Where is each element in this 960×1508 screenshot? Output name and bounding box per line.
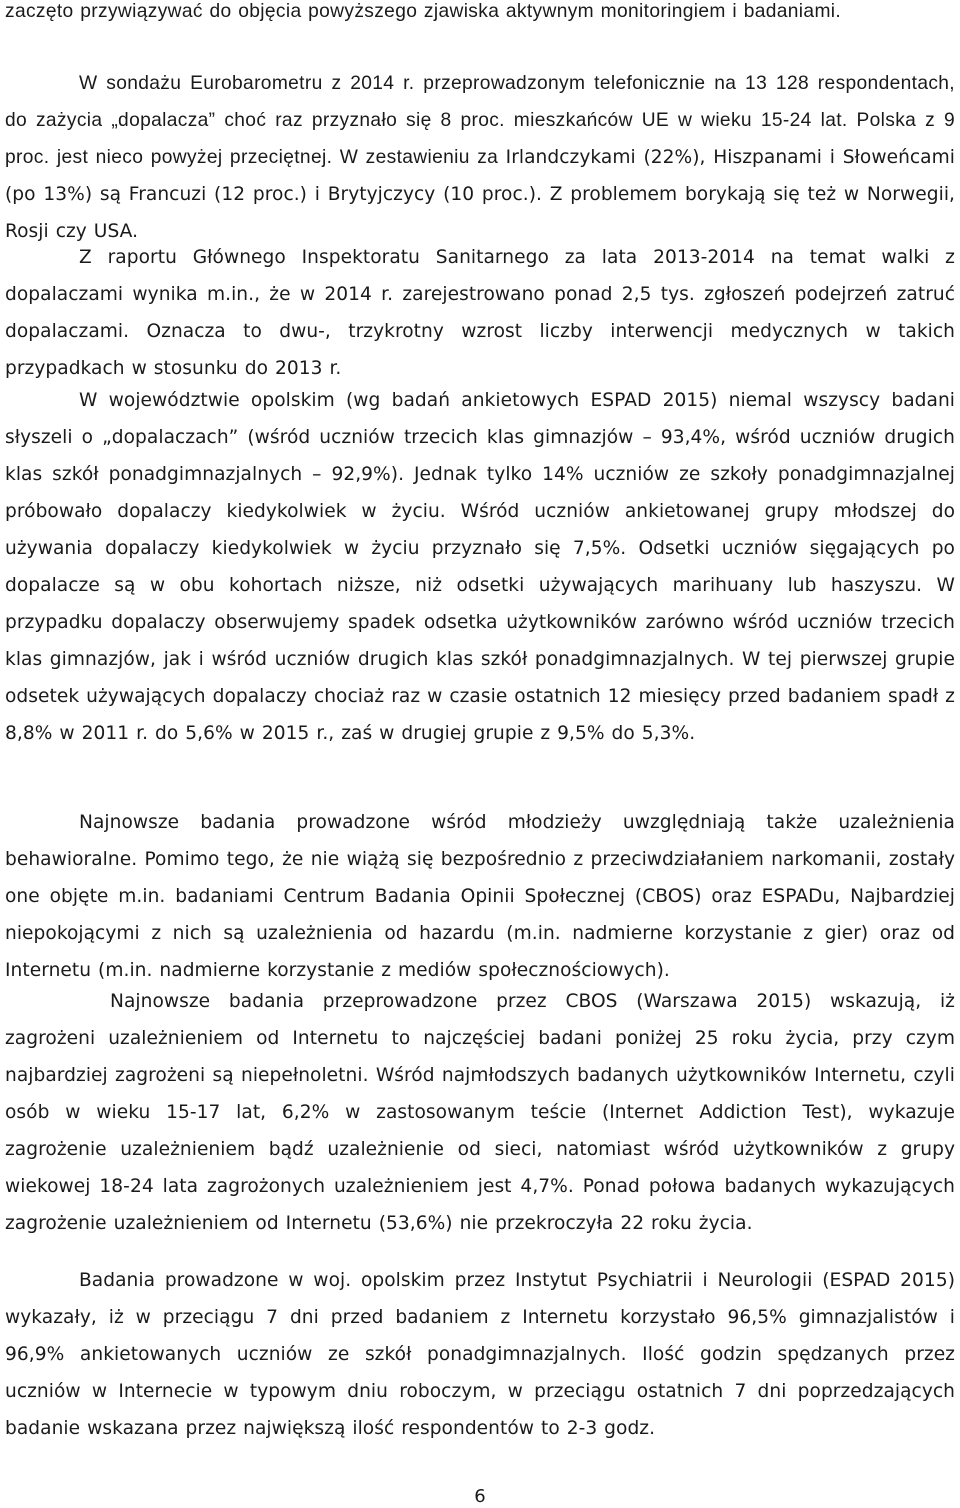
page-number: 6	[474, 1486, 486, 1507]
paragraph-text: Najnowsze badania przeprowadzone przez CBOS (Warszawa 2015) wskazują, iż zagrożeni uzależnieniem od Internetu to najczęściej badani poniżej 25 roku życia, przy czym najbardziej zagrożeni są niepełnoletni. Wśród najmłodszych badanych użytkowników Internetu, czyli osób w wieku 15-17 lat, 6,2% w zastosowanym teście (Internet Addiction Test), wykazuje zagrożenie uzależnieniem bądź uzależnienie od sieci, natomiast wśród użytkowników z grupy wiekowej 18-24 lata zagrożonych uzależnieniem jest 4,7%. Ponad połowa badanych wykazujących zagrożenie uzależnieniem od Internetu (53,6%) nie przekroczyła 22 roku życia.	[5, 991, 955, 1234]
paragraph-monitoring-intro	[5, 0, 955, 30]
paragraph-text: Z raportu Głównego Inspektoratu Sanitarnego za lata 2013-2014 na temat walki z dopalaczami wynika m.in., że w 2014 r. zarejestrowano ponad 2,5 tys. zgłoszeń podejrzeń zatruć dopalaczami. Oznacza to dwu-, trzykrotny wzrost liczby interwencji medycznych w takich przypadkach w stosunku do 2013 r.	[5, 247, 955, 379]
paragraph-behavioral-addictions	[5, 804, 955, 989]
paragraph-text: zaczęto przywiązywać do objęcia powyższego zjawiska aktywnym monitoringiem i badaniami.	[5, 1, 842, 22]
paragraph-gis-report	[5, 239, 955, 387]
paragraph-internet-usage	[5, 1262, 955, 1447]
paragraph-eurobarometer	[5, 65, 955, 250]
paragraph-cbos-internet	[5, 983, 955, 1242]
paragraph-text: W sondażu Eurobarometru z 2014 r. przeprowadzonym telefonicznie na 13 128 respondentach, do zażycia „dopalacza” choć raz przyznało się 8 proc. mieszkańców UE w wieku 15-24 lat. Polska z 9 proc. jest nieco powyżej przeciętnej. W zestawieniu za	[5, 73, 955, 168]
paragraph-text: Najnowsze badania prowadzone wśród młodzieży uwzględniają także uzależnienia behawioralne. Pomimo tego, że nie wiążą się bezpośrednio z przeciwdziałaniem narkomanii, zostały one objęte m.in. badaniami Centrum Badania Opinii Społecznej (CBOS) oraz ESPADu, Najbardziej niepokojącymi z nich są uzależnienia od hazardu (m.in. nadmierne korzystanie z gier) oraz od Internetu (m.in. nadmierne korzystanie z mediów społecznościowych).	[5, 812, 955, 981]
paragraph-text: Badania prowadzone w woj. opolskim przez Instytut Psychiatrii i Neurologii (ESPAD 2015) wykazały, iż w przeciągu 7 dni przed badaniem z Internetu korzystało 96,5% gimnazjalistów i 96,9% ankietowanych uczniów ze szkół ponadgimnazjalnych. Ilość godzin spędzanych przez uczniów w Internecie w typowym dniu roboczym, w przeciągu ostatnich 7 dni poprzedzających badanie wskazana przez największą ilość respondentów to 2-3 godz.	[5, 1270, 955, 1439]
paragraph-text: Irlandczykami (22%), Hiszpanami i Słoweńcami (po 13%) są Francuzi (12 proc.) i Brytyjczycy (10 proc.). Z problemem borykają się też w Norwegii, Rosji czy USA.	[5, 147, 955, 242]
paragraph-text: W województwie opolskim (wg badań ankietowych ESPAD 2015) niemal wszyscy badani słyszeli o „dopalaczach” (wśród uczniów trzecich klas gimnazjów – 93,4%, wśród uczniów drugich klas szkół ponadgimnazjalnych – 92,9%). Jednak tylko 14% uczniów ze szkoły ponadgimnazjalnej próbowało dopalaczy kiedykolwiek w życiu. Wśród uczniów ankietowanej grupy młodszej do używania dopalaczy kiedykolwiek w życiu przyznało się 7,5%. Odsetki uczniów sięgających po dopalacze są w obu kohortach niższe, niż odsetki używających marihuany lub haszyszu. W przypadku dopalaczy obserwujemy spadek odsetka użytkowników zarówno wśród uczniów trzecich klas gimnazjów, jak i wśród uczniów drugich klas szkół ponadgimnazjalnych. W tej pierwszej grupie odsetek używających dopalaczy chociaż raz w czasie ostatnich 12 miesięcy przed badaniem spadł z 8,8% w 2011 r. do 5,6% w 2015 r., zaś w drugiej grupie z 9,5% do 5,3%.	[5, 390, 955, 744]
paragraph-opolskie-espad	[5, 382, 955, 752]
